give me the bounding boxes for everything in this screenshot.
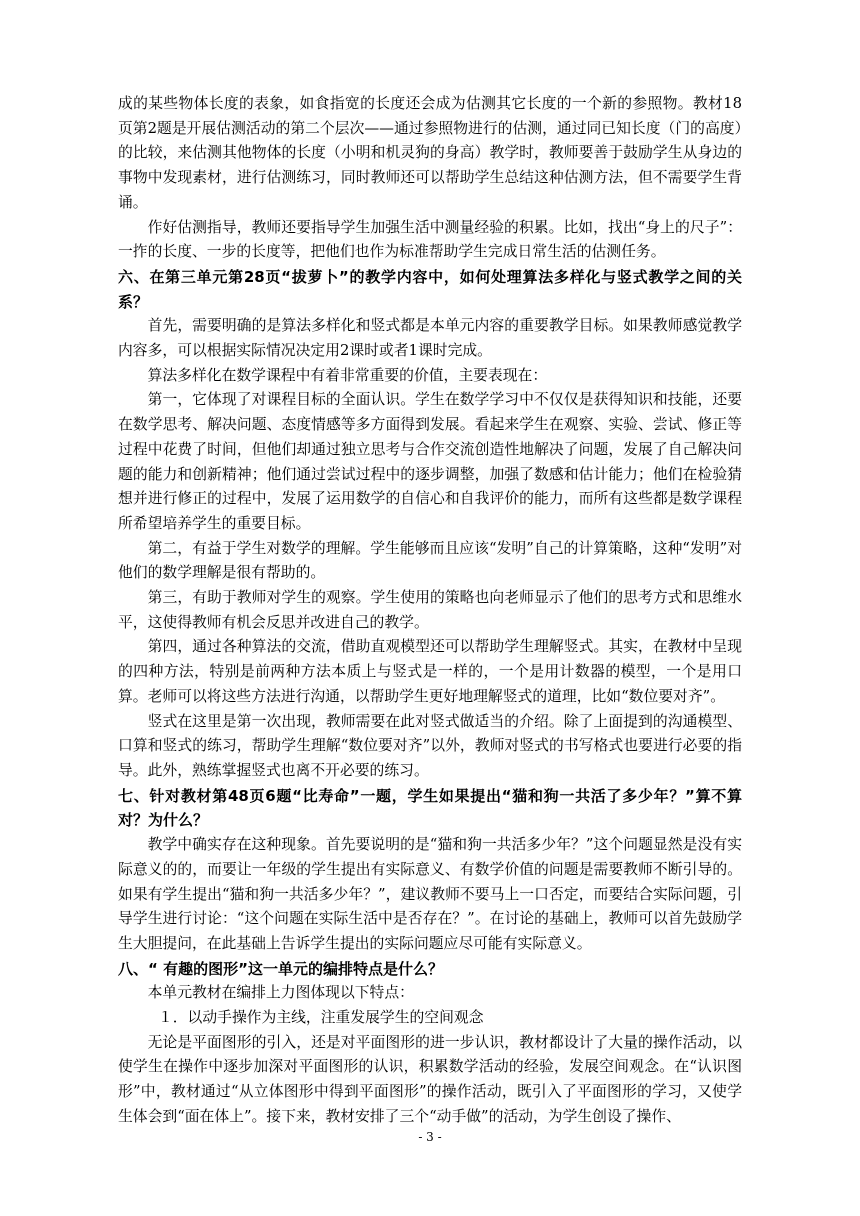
- paragraph-continuation: 成的某些物体长度的表象，如食指宽的长度还会成为估测其它长度的一个新的参照物。教材18页第2题是开展估测活动的第二个层次——通过参照物进行的估测，通过同已知长度（门的高度）的比较，来估测其他物体的长度（小明和机灵狗的身高）教学时，教师要善于鼓励学生从身边的事物中发现素材，进行估测练习，同时教师还可以帮助学生总结这种估测方法，但不需要学生背诵。: [118, 95, 742, 211]
- paragraph-measure-guidance: 作好估测指导，教师还要指导学生加强生活中测量经验的积累。比如，找出“身上的尺子”：一拃的长度、一步的长度等，把他们也作为标准帮助学生完成日常生活的估测任务。: [118, 218, 742, 261]
- paragraph-6-7: 竖式在这里是第一次出现，教师需要在此对竖式做适当的介绍。除了上面提到的沟通模型、口算和竖式的练习，帮助学生理解“数位要对齐”以外，教师对竖式的书写格式也要进行必要的指导。此外，熟练掌握竖式也离不开必要的练习。: [118, 712, 742, 779]
- paragraph-8-2: 无论是平面图形的引入，还是对平面图形的进一步认识，教材都设计了大量的操作活动，以使学生在操作中逐步加深对平面图形的认识，积累数学活动的经验，发展空间观念。在“认识图形”中，教材通过“从立体图形中得到平面图形”的操作活动，既引入了平面图形的学习，又使学生体会到“面在体上”。接下来，教材安排了三个“动手做”的活动，为学生创设了操作、: [118, 1033, 742, 1125]
- page-number: - 3 -: [418, 1130, 442, 1144]
- paragraph-6-4: 第二，有益于学生对数学的理解。学生能够而且应该“发明”自己的计算策略，这种“发明”对他们的数学理解是很有帮助的。: [118, 539, 742, 582]
- paragraph-8-1: 本单元教材在编排上力图体现以下特点：: [147, 984, 414, 1002]
- paragraph-6-2: 算法多样化在数学课程中有着非常重要的价值，主要表现在：: [147, 366, 548, 384]
- section-heading-8: 八、“ 有趣的图形”这一单元的编排特点是什么？: [118, 959, 443, 978]
- paragraph-7-1: 教学中确实存在这种现象。首先要说明的是“猫和狗一共活多少年？”这个问题显然是没有实际意义的的，而要让一年级的学生提出有实际意义、有数学价值的问题是需要教师不断引导的。如果有学生提出“猫和狗一共活多少年？”，建议教师不要马上一口否定，而要结合实际问题，引导学生进行讨论：“这个问题在实际生活中是否存在？”。在讨论的基础上，教师可以首先鼓励学生大胆提问，在此基础上告诉学生提出的实际问题应尽可能有实际意义。: [118, 836, 742, 952]
- paragraph-6-6: 第四，通过各种算法的交流，借助直观模型还可以帮助学生理解竖式。其实，在教材中呈现的四种方法，特别是前两种方法本质上与竖式是一样的，一个是用计数器的模型，一个是用口算。老师可以将这些方法进行沟通，以帮助学生更好地理解竖式的道理，比如“数位要对齐”。: [118, 638, 742, 705]
- document-body: [118, 92, 742, 1130]
- paragraph-6-3: 第一，它体现了对课程目标的全面认识。学生在数学学习中不仅仅是获得知识和技能，还要在数学思考、解决问题、态度情感等多方面得到发展。看起来学生在观察、实验、尝试、修正等过程中花费了时间，但他们却通过独立思考与合作交流创造性地解决了问题，发展了自己解决问题的能力和创新精神；他们通过尝试过程中的逐步调整，加强了数感和估计能力；他们在检验猜想并进行修正的过程中，发展了运用数学的自信心和自我评价的能力，而所有这些都是数学课程所希望培养学生的重要目标。: [118, 391, 742, 532]
- list-item-1: １．以动手操作为主线，注重发展学生的空间观念: [157, 1009, 484, 1027]
- paragraph-6-5: 第三，有助于教师对学生的观察。学生使用的策略也向老师显示了他们的思考方式和思维水平，这使得教师有机会反思并改进自己的教学。: [118, 589, 742, 631]
- section-heading-7: 七、针对教材第48页6题“比寿命”一题，学生如果提出“猫和狗一共活了多少年？”算不算对？为什么？: [118, 786, 742, 830]
- paragraph-6-1: 首先，需要明确的是算法多样化和竖式都是本单元内容的重要教学目标。如果教师感觉教学内容多，可以根据实际情况决定用2课时或者1课时完成。: [118, 317, 742, 360]
- section-heading-6: 六、在第三单元第28页“拔萝卜”的教学内容中，如何处理算法多样化与竖式教学之间的关系？: [118, 267, 742, 311]
